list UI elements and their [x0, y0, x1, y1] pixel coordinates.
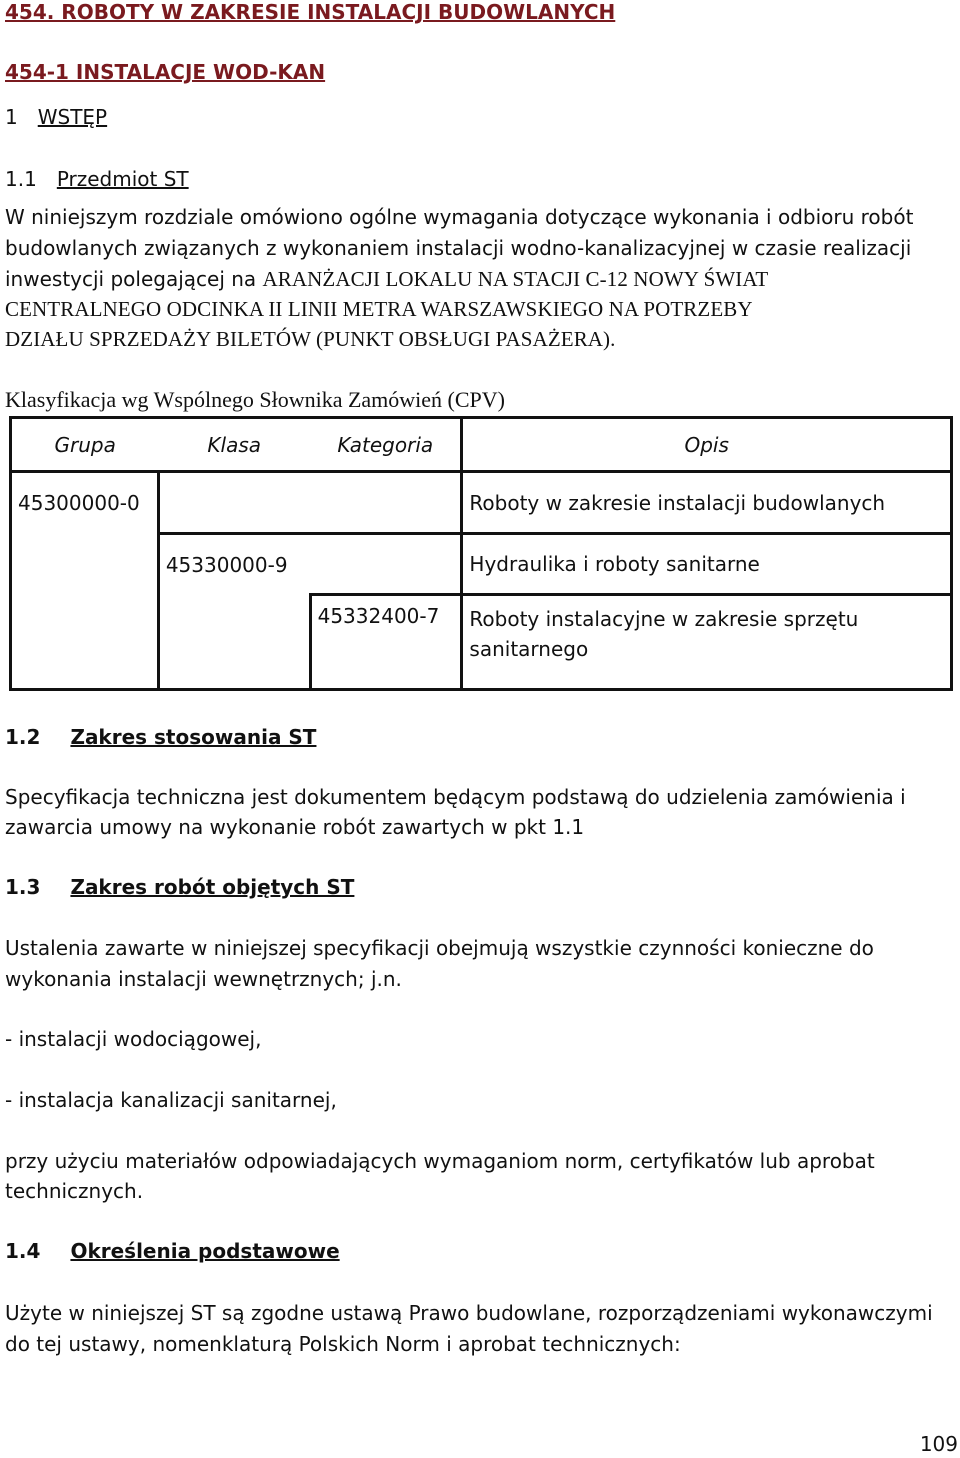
- column-header: Grupa: [11, 418, 159, 472]
- paragraph-line: technicznych.: [5, 1179, 144, 1203]
- paragraph-line: W niniejszym rozdziale omówiono ogólne wymagania dotyczące wykonania i odbioru robót: [5, 205, 914, 229]
- table-cell: [158, 472, 310, 534]
- section-1-3-title: Zakres robót objętych ST: [70, 875, 355, 899]
- section-1-4-title: Określenia podstawowe: [70, 1239, 340, 1263]
- section-1-2-heading: [5, 722, 316, 752]
- section-1-3-number: 1.3: [5, 875, 41, 899]
- table-cell: [310, 534, 462, 595]
- section-1-1-heading: [5, 164, 189, 194]
- paragraph-line: Ustalenia zawarte w niniejszej specyfikacji obejmują wszystkie czynności konieczne do: [5, 936, 874, 960]
- table-header-row: [11, 418, 952, 472]
- list-item: - instalacji wodociągowej,: [5, 1027, 262, 1051]
- table-cell: [11, 534, 159, 595]
- column-header: Kategoria: [310, 418, 462, 472]
- paragraph-line: Specyfikacja techniczna jest dokumentem będącym podstawą do udzielenia zamówienia i: [5, 785, 906, 809]
- section-1-4-heading: [5, 1236, 340, 1266]
- investment-name: DZIAŁU SPRZEDAŻY BILETÓW (PUNKT OBSŁUGI PASAŻERA).: [5, 327, 616, 351]
- table-cell: 45330000-9: [158, 534, 310, 595]
- table-cell: Roboty instalacyjne w zakresie sprzętu sanitarnego: [462, 595, 952, 690]
- column-header: Klasa: [158, 418, 310, 472]
- section-1-4-number: 1.4: [5, 1239, 41, 1263]
- section-1-1-number: 1.1: [5, 167, 37, 191]
- table-cell: [158, 595, 310, 690]
- table-cell: 45300000-0: [18, 491, 140, 516]
- cpv-table: [9, 416, 953, 691]
- list-item: - instalacja kanalizacji sanitarnej,: [5, 1088, 337, 1112]
- table-cell: [11, 595, 159, 690]
- table-row: [11, 472, 952, 534]
- section-1-2-number: 1.2: [5, 725, 41, 749]
- investment-name: CENTRALNEGO ODCINKA II LINII METRA WARSZAWSKIEGO NA POTRZEBY: [5, 297, 753, 321]
- column-header: Opis: [462, 418, 952, 472]
- cpv-caption: Klasyfikacja wg Wspólnego Słownika Zamówień (CPV): [5, 387, 506, 412]
- table-cell: 45332400-7: [310, 595, 462, 690]
- paragraph-line: [5, 264, 768, 294]
- section-1-number: 1: [5, 105, 18, 129]
- section-1-2-title: Zakres stosowania ST: [70, 725, 317, 749]
- table-cell: [310, 472, 462, 534]
- section-1-title: WSTĘP: [37, 105, 108, 129]
- table-cell: Roboty w zakresie instalacji budowlanych: [462, 472, 952, 534]
- paragraph-text: inwestycji polegającej na: [5, 267, 263, 291]
- table-row: [11, 534, 952, 595]
- section-1-heading: [5, 102, 107, 132]
- paragraph-line: Użyte w niniejszej ST są zgodne ustawą Prawo budowlane, rozporządzeniami wykonawczymi: [5, 1301, 933, 1325]
- section-1-3-heading: [5, 872, 354, 902]
- table-cell: Hydraulika i roboty sanitarne: [462, 534, 952, 595]
- chapter-heading: 454. ROBOTY W ZAKRESIE INSTALACJI BUDOWLANYCH: [5, 0, 616, 24]
- table-row: [11, 595, 952, 690]
- paragraph-line: przy użyciu materiałów odpowiadających wymaganiom norm, certyfikatów lub aprobat: [5, 1149, 875, 1173]
- subchapter-heading: 454-1 INSTALACJE WOD-KAN: [5, 60, 326, 84]
- paragraph-line: wykonania instalacji wewnętrznych; j.n.: [5, 967, 402, 991]
- page-number: 109: [919, 1432, 958, 1456]
- paragraph-line: zawarcia umowy na wykonanie robót zawartych w pkt 1.1: [5, 815, 585, 839]
- paragraph-line: budowlanych związanych z wykonaniem instalacji wodno-kanalizacyjnej w czasie realizacji: [5, 236, 912, 260]
- section-1-1-title: Przedmiot ST: [56, 167, 189, 191]
- investment-name: ARANŻACJI LOKALU NA STACJI C-12 NOWY ŚWIAT: [262, 267, 769, 291]
- paragraph-line: do tej ustawy, nomenklaturą Polskich Norm i aprobat technicznych:: [5, 1332, 681, 1356]
